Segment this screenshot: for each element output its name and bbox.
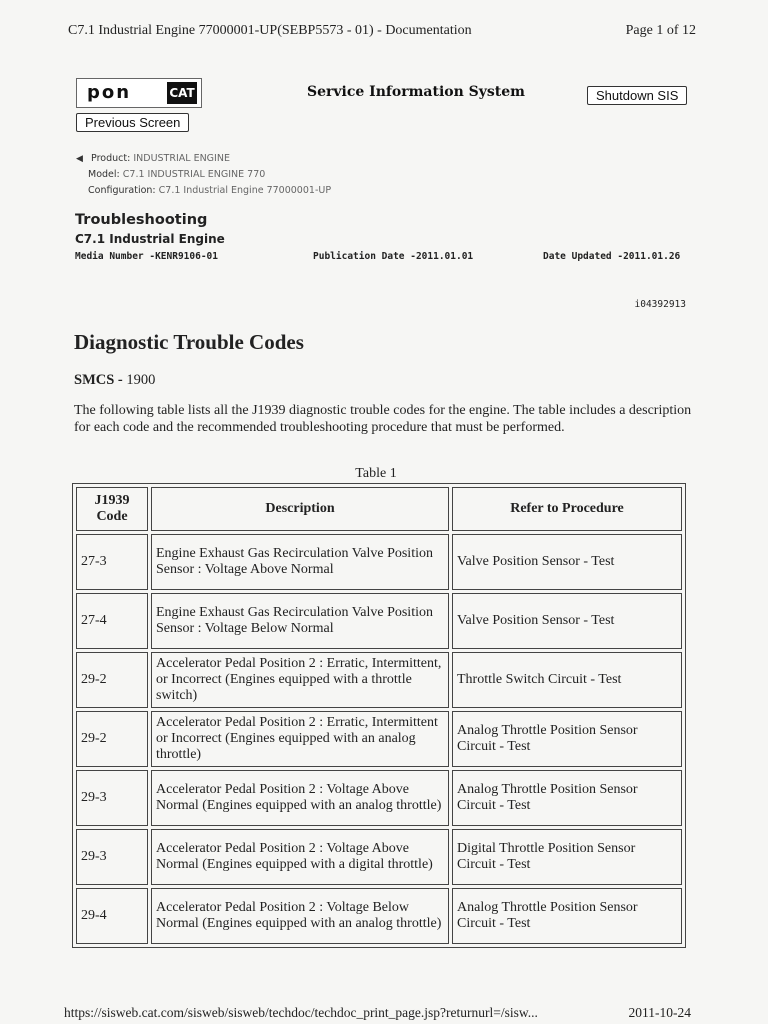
product-value: INDUSTRIAL ENGINE	[133, 153, 230, 164]
cell-description: Accelerator Pedal Position 2 : Voltage Below Normal (Engines equipped with an analog throttle)	[151, 888, 449, 944]
table-caption: Table 1	[355, 466, 397, 481]
product-line	[76, 153, 230, 164]
date-updated: Date Updated -2011.01.26	[543, 251, 681, 262]
table-row	[76, 652, 682, 708]
publication-date: Publication Date -2011.01.01	[313, 251, 474, 262]
cell-code: 27-3	[76, 534, 148, 590]
configuration-value: C7.1 Industrial Engine 77000001-UP	[158, 185, 332, 196]
cell-code: 27-4	[76, 593, 148, 649]
section-title: Troubleshooting	[75, 212, 208, 228]
cell-code: 29-2	[76, 652, 148, 708]
configuration-label: Configuration:	[88, 185, 156, 196]
document-id: i04392913	[634, 299, 686, 310]
header-description: Description	[151, 487, 449, 531]
table-row	[76, 711, 682, 767]
previous-screen-button[interactable]: Previous Screen	[76, 113, 189, 132]
cell-procedure: Throttle Switch Circuit - Test	[452, 652, 682, 708]
cat-logo: CAT	[167, 82, 197, 104]
cell-description: Engine Exhaust Gas Recirculation Valve Position Sensor : Voltage Below Normal	[151, 593, 449, 649]
product-label: Product:	[91, 153, 131, 164]
page-header-title: C7.1 Industrial Engine 77000001-UP(SEBP5573 - 01) - Documentation	[68, 23, 472, 38]
cell-procedure: Analog Throttle Position Sensor Circuit - Test	[452, 770, 682, 826]
cell-description: Accelerator Pedal Position 2 : Erratic, Intermittent or Incorrect (Engines equipped with an analog throttle)	[151, 711, 449, 767]
cell-procedure: Analog Throttle Position Sensor Circuit - Test	[452, 711, 682, 767]
cell-code: 29-3	[76, 829, 148, 885]
smcs-line	[74, 372, 155, 389]
shutdown-sis-button[interactable]: Shutdown SIS	[587, 86, 687, 105]
smcs-value: 1900	[126, 372, 156, 388]
smcs-label: SMCS -	[74, 372, 123, 388]
cell-description: Accelerator Pedal Position 2 : Voltage Above Normal (Engines equipped with an analog throttle)	[151, 770, 449, 826]
header-procedure: Refer to Procedure	[452, 487, 682, 531]
header-code: J1939 Code	[76, 487, 148, 531]
cell-procedure: Valve Position Sensor - Test	[452, 593, 682, 649]
table-row	[76, 770, 682, 826]
section-subtitle: C7.1 Industrial Engine	[75, 232, 225, 246]
page-title: Diagnostic Trouble Codes	[74, 330, 304, 354]
table-header-row	[76, 487, 682, 531]
cell-code: 29-2	[76, 711, 148, 767]
cell-description: Accelerator Pedal Position 2 : Voltage Above Normal (Engines equipped with a digital throttle)	[151, 829, 449, 885]
back-arrow-icon[interactable]: ◀	[76, 154, 83, 164]
page-count: Page 1 of 12	[625, 23, 696, 38]
model-value: C7.1 INDUSTRIAL ENGINE 770	[122, 169, 266, 180]
configuration-line	[88, 185, 331, 196]
cell-procedure: Analog Throttle Position Sensor Circuit - Test	[452, 888, 682, 944]
dtc-table	[72, 483, 686, 948]
cell-description: Accelerator Pedal Position 2 : Erratic, Intermittent, or Incorrect (Engines equipped with a throttle switch)	[151, 652, 449, 708]
table-row	[76, 829, 682, 885]
cell-description: Engine Exhaust Gas Recirculation Valve Position Sensor : Voltage Above Normal	[151, 534, 449, 590]
sis-title: Service Information System	[307, 84, 525, 100]
table-row	[76, 534, 682, 590]
cell-code: 29-4	[76, 888, 148, 944]
cell-procedure: Digital Throttle Position Sensor Circuit - Test	[452, 829, 682, 885]
footer-date: 2011-10-24	[628, 1005, 691, 1020]
footer-url: https://sisweb.cat.com/sisweb/sisweb/techdoc/techdoc_print_page.jsp?returnurl=/sisw...	[64, 1005, 538, 1020]
intro-paragraph: The following table lists all the J1939 diagnostic trouble codes for the engine. The table includes a description for each code and the recommended troubleshooting procedure that must be performed.	[74, 403, 692, 435]
model-label: Model:	[88, 169, 120, 180]
cell-code: 29-3	[76, 770, 148, 826]
pon-logo: pon	[87, 82, 132, 103]
cell-procedure: Valve Position Sensor - Test	[452, 534, 682, 590]
logo-banner	[76, 78, 202, 108]
model-line	[88, 169, 265, 180]
table-row	[76, 593, 682, 649]
table-row	[76, 888, 682, 944]
media-number: Media Number -KENR9106-01	[75, 251, 218, 262]
